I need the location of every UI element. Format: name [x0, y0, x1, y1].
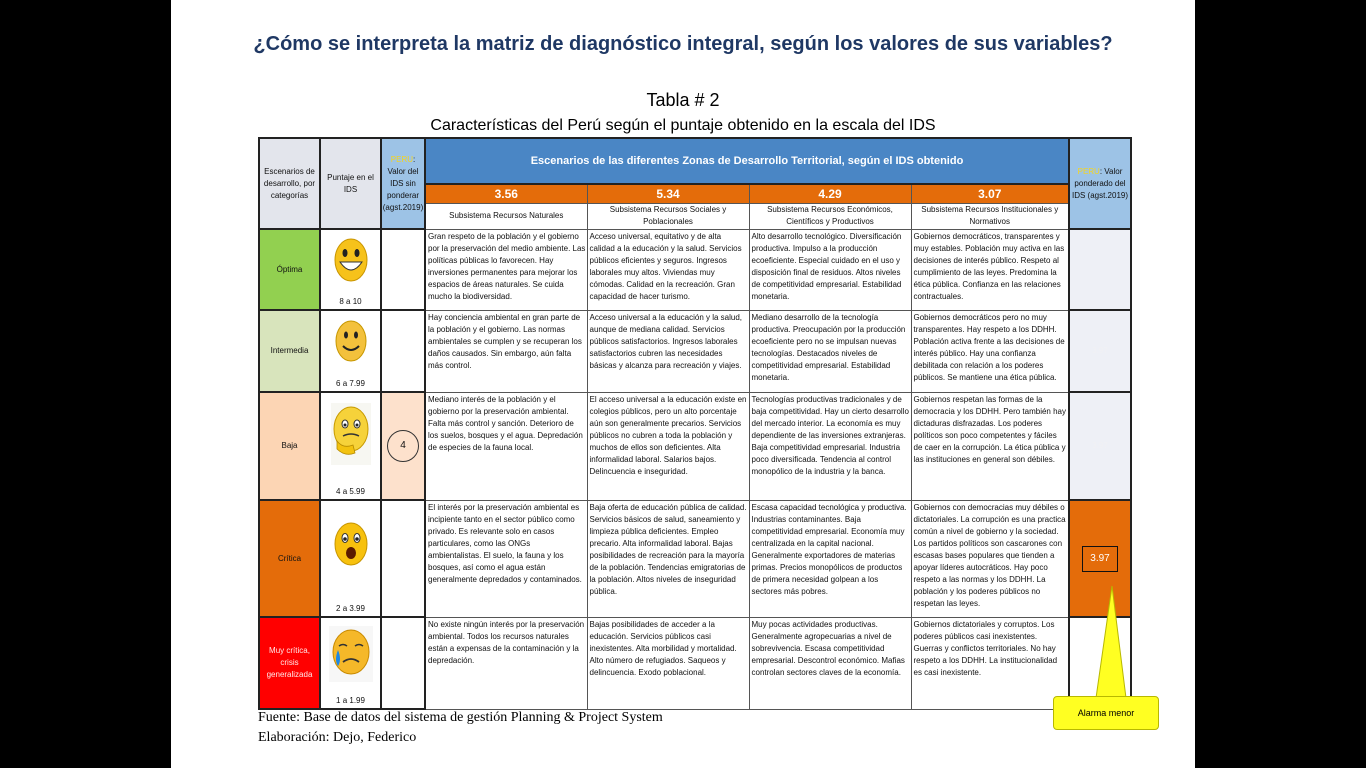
fuente-line: Fuente: Base de datos del sistema de gestión Planning & Project System: [258, 710, 663, 725]
peru-value-cell: [381, 392, 425, 500]
cell-economic: Escasa capacidad tecnológica y productiva. Industrias contaminantes. Baja competitividad empresarial. Economía muy centralizada en la capital nacional. Generalmente exportadores de materias primas. Precios monopólicos de productos de primera necesidad golpean a los sectores más pobres.: [749, 500, 911, 617]
cell-economic: Muy pocas actividades productivas. Generalmente agropecuarias a nivel de sobrevivencia. Escasa competitividad empresarial. Descontrol económico. Mafias controlan sectores claves de la economía.: [749, 617, 911, 709]
category-baja: Baja: [259, 392, 320, 500]
cell-natural: Mediano interés de la población y el gobierno por la preservación ambiental. Falta más control y sanción. Deterioro de los suelos, bosques y el agua. Depredación de especies de la fauna local.: [425, 392, 587, 500]
worried-face-icon: [331, 403, 371, 465]
shocked-face-icon: [333, 521, 369, 567]
source-note: [258, 708, 663, 748]
header-escenarios: Escenarios de desarrollo, por categorías: [259, 138, 320, 229]
diagnostic-matrix-table: [258, 137, 1132, 710]
cell-economic: Alto desarrollo tecnológico. Diversificación productiva. Impulso a la producción ecoeficiente. Especial cuidado en el uso y disposición final de residuos. Altos niveles de competitividad empresarial. Estabilidad monetaria.: [749, 229, 911, 310]
peru-weighted-value: 3.97: [1082, 546, 1118, 572]
cell-social: Acceso universal a la educación y la salud, aunque de mediana calidad. Servicios públicos satisfactorios. Ingresos laborales satisfactorios cubren las necesidades básicas y alcanza para recreación y viajes.: [587, 310, 749, 392]
header-puntaje: Puntaje en el IDS: [320, 138, 381, 229]
score-natural: 3.56: [425, 184, 587, 203]
cell-institutional: Gobiernos dictatoriales y corruptos. Los poderes públicos casi inexistentes. Guerras y conflictos territoriales. No hay respeto a los DDHH. La institucionalidad es casi inexistente.: [911, 617, 1069, 709]
score-range: 2 a 3.99: [336, 604, 365, 613]
cell-natural: Gran respeto de la población y el gobierno por la preservación del medio ambiente. Las políticas públicas lo favorecen. Hay inversiones permanentes para mejorar los espacios de áreas naturales. Se cuida mucho la biodiversidad.: [425, 229, 587, 310]
face-cell: [320, 229, 381, 310]
cell-institutional: Gobiernos democráticos pero no muy transparentes. Hay respeto a los DDHH. Población activa frente a las decisiones de interés público. Hay una confianza debilitada con relación a los poderes públicos. Se mantiene una ética pública.: [911, 310, 1069, 392]
face-cell: [320, 392, 381, 500]
elaboracion-line: Elaboración: Dejo, Federico: [258, 730, 417, 745]
slide: [171, 0, 1195, 768]
table-number: Tabla # 2: [646, 90, 720, 110]
alarm-callout: Alarma menor: [1053, 696, 1159, 730]
faint-value: 3.97: [1092, 441, 1108, 450]
laughing-face-icon: [334, 238, 368, 282]
cell-natural: No existe ningún interés por la preservación ambiental. Todos los recursos naturales están a expensas de la contaminación y la depredación.: [425, 617, 587, 709]
cell-natural: El interés por la preservación ambiental es incipiente tanto en el sector público como privado. Es relevante solo en casos particulares, como las ONGs ambientalistas. El suelo, la fauna y los bosques, así como el agua están generalmente depredados y contaminados.: [425, 500, 587, 617]
cell-social: Bajas posibilidades de acceder a la educación. Servicios públicos casi inexistentes. Alta morbilidad y mortalidad. Alto número de refugiados. Saqueos y delincuencia. Exodo poblacional.: [587, 617, 749, 709]
face-cell: [320, 310, 381, 392]
score-range: 6 a 7.99: [336, 379, 365, 388]
score-institutional: 3.07: [911, 184, 1069, 203]
cell-economic: Mediano desarrollo de la tecnología productiva. Preocupación por la producción ecoeficiente pero no se impulsan nuevas tecnologías. Destacados niveles de competitividad empresarial. Estabilidad monetaria.: [749, 310, 911, 392]
subsistema-economic: Subsistema Recursos Económicos, Científicos y Productivos: [749, 203, 911, 229]
header-zonas: Escenarios de las diferentes Zonas de Desarrollo Territorial, según el IDS obtenido: [425, 138, 1069, 184]
score-range: 4 a 5.99: [336, 487, 365, 496]
score-range: 1 a 1.99: [336, 696, 365, 705]
category-intermedia: Intermedia: [259, 310, 320, 392]
subsistema-natural: Subsistema Recursos Naturales: [425, 203, 587, 229]
cell-social: Acceso universal, equitativo y de alta calidad a la educación y la salud. Servicios públicos eficientes y seguros. Ingresos laborales muy altos. Viviendas muy cómodas. Calidad en la recreación. Gran capacidad de hacer turismo.: [587, 229, 749, 310]
crying-face-icon: [329, 626, 373, 682]
header-peru-ponderado: PERU: Valor ponderado del IDS (agst.2019): [1069, 138, 1131, 229]
face-cell: [320, 617, 381, 709]
cell-institutional: Gobiernos con democracias muy débiles o dictatoriales. La corrupción es una practica común a nivel de gobierno y la sociedad. Los partidos políticos son cascarones con escasas bases populares que tienden a apoyar líderes autocráticos. Hay poco respeto a las normas y los DDHH. La población y los poderes públicos no respetan las leyes.: [911, 500, 1069, 617]
table-row: [259, 617, 1131, 709]
table-row: [259, 500, 1131, 617]
score-range: 8 a 10: [339, 297, 362, 306]
category-critica: Crítica: [259, 500, 320, 617]
peru-weighted-cell: [1069, 500, 1131, 617]
category-optima: Óptima: [259, 229, 320, 310]
table-caption: Características del Perú según el puntaje obtenido en la escala del IDS: [430, 117, 936, 134]
cell-institutional: Gobiernos respetan las formas de la democracia y los DDHH. Pero también hay dictaduras disfrazadas. Los poderes políticos son poco competentes y fáciles de caer en la corrupción. La ética pública y las instituciones en general son débiles.: [911, 392, 1069, 500]
smiling-face-icon: [335, 319, 367, 363]
table-row: [259, 392, 1131, 500]
subsistema-institutional: Subsistema Recursos Institucionales y Normativos: [911, 203, 1069, 229]
cell-social: El acceso universal a la educación existe en colegios públicos, pero un alto porcentaje aún son generalmente precarios. Servicios públicos no cubren a toda la población y muchos de ellos son deficientes. Alta informalidad laboral. Salarios bajos. Delincuencia e inseguridad.: [587, 392, 749, 500]
faint-value: 3.97: [1092, 346, 1108, 355]
cell-social: Baja oferta de educación pública de calidad. Servicios básicos de salud, saneamiento y limpieza pública deficientes. Empleo precario. Alta informalidad laboral. Bajas posibilidades de recreación para la mayoría de la población. Tendencias emigratorias de la población. Altos niveles de inseguridad pública.: [587, 500, 749, 617]
table-row: [259, 310, 1131, 392]
cell-economic: Tecnologías productivas tradicionales y de baja competitividad. Hay un cierto desarrollo del mercado interior. La economía es muy dependiente de las inversiones extranjeras. Baja competitividad empresarial. Industria poco diversificada. Tendencia al control monopólico de la industria y la banca.: [749, 392, 911, 500]
peru-value-circle: 4: [387, 430, 419, 462]
header-peru-sin-ponderar: PERU: Valor del IDS sin ponderar (agst.2019): [381, 138, 425, 229]
table-row: [259, 229, 1131, 310]
score-social: 5.34: [587, 184, 749, 203]
page-title: ¿Cómo se interpreta la matriz de diagnóstico integral, según los valores de sus variables?: [253, 33, 1113, 55]
subsistema-social: Subsistema Recursos Sociales y Poblacionales: [587, 203, 749, 229]
cell-natural: Hay conciencia ambiental en gran parte de la población y el gobierno. Las normas ambientales se cumplen y se recuperan los daños causados. Sin embargo, aún falta más control.: [425, 310, 587, 392]
category-muy-critica: Muy crítica, crisis generalizada: [259, 617, 320, 709]
score-economic: 4.29: [749, 184, 911, 203]
cell-institutional: Gobiernos democráticos, transparentes y muy estables. Población muy activa en las decisiones de interés público. Respeto al cumplimiento de las leyes. Predomina la ética pública. Confianza en las relaciones contractuales.: [911, 229, 1069, 310]
face-cell: [320, 500, 381, 617]
